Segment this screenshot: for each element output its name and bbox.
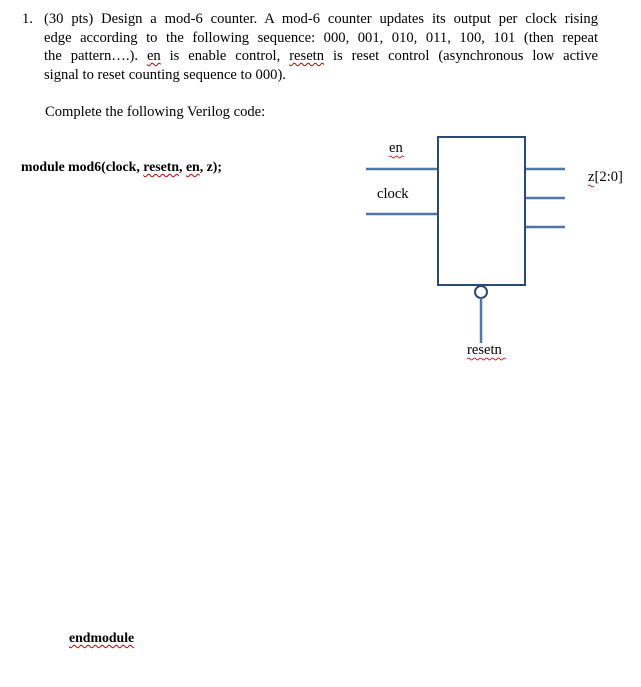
- endmodule-keyword: endmodule: [69, 630, 135, 645]
- en-term: en: [146, 48, 161, 65]
- counter-box: [438, 137, 525, 285]
- question-line-4: signal to reset counting sequence to 000).: [44, 66, 286, 83]
- code-en: en: [185, 159, 200, 174]
- resetn-term: resetn: [289, 48, 325, 65]
- output-label: z[2:0]: [588, 169, 623, 185]
- reset-bubble: [475, 286, 487, 298]
- code-resetn: resetn: [143, 159, 180, 174]
- resetn-squiggle: [467, 358, 506, 360]
- en-squiggle: [389, 156, 404, 158]
- module-declaration: module mod6(clock, resetn, en, z);: [21, 159, 222, 174]
- output-squiggle: [588, 185, 594, 187]
- clock-label: clock: [377, 186, 409, 202]
- question-line-2: edge according to the following sequence: 000, 001, 010, 011, 100, 101 (then repeat: [44, 29, 598, 46]
- resetn-label: resetn: [467, 342, 502, 358]
- question-line-3: the pattern….). en is enable control, resetn is reset control (asynchronous low active: [44, 48, 598, 65]
- question-line-1: (30 pts) Design a mod-6 counter. A mod-6 counter updates its output per clock rising: [44, 11, 598, 27]
- en-label: en: [389, 140, 403, 156]
- instruction-text: Complete the following Verilog code:: [45, 104, 266, 120]
- question-number: 1.: [22, 11, 33, 27]
